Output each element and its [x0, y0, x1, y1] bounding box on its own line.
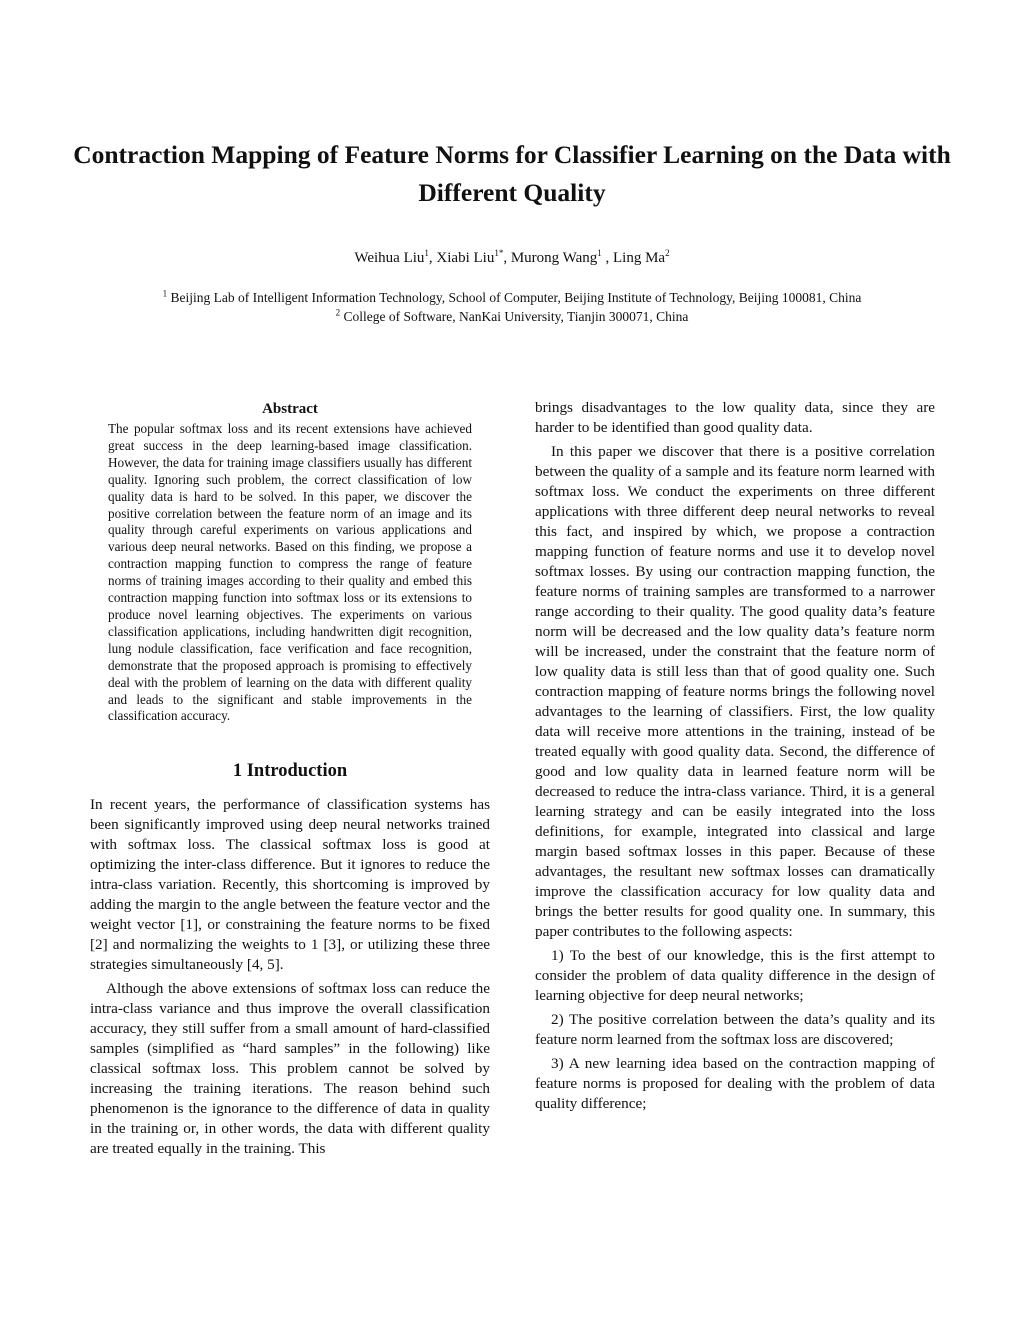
affiliation-list: [0, 288, 1024, 326]
author-affiliation-mark: 1*: [494, 248, 504, 258]
affiliation-line: [0, 288, 1024, 307]
intro-paragraph: Although the above extensions of softmax loss can reduce the intra-class variance and thus improve the overall classification accuracy, they still suffer from a small amount of hard-classified samples (simplified as “hard samples” in the following) like classical softmax loss. This problem cannot be solved by increasing the training iterations. The reason behind such phenomenon is the ignorance to the difference of data in quality in the training or, in other words, the data with different quality are treated equally in the training. This: [90, 980, 490, 1158]
intro-paragraph-continued: brings disadvantages to the low quality data, since they are harder to be identified than good quality data.: [535, 399, 935, 436]
contribution-item: 1) To the best of our knowledge, this is the first attempt to consider the problem of data quality difference in the design of learning objective for deep neural networks;: [535, 947, 935, 1004]
affiliation-text: Beijing Lab of Intelligent Information Technology, School of Computer, Beijing Institute of Technology, Beijing 100081, China: [170, 290, 862, 305]
affiliation-mark: 1: [162, 288, 168, 299]
paper-title: Contraction Mapping of Feature Norms for Classifier Learning on the Data with Different Quality: [73, 140, 951, 207]
contribution-item: 3) A new learning idea based on the contraction mapping of feature norms is proposed for dealing with the problem of data quality difference;: [535, 1055, 935, 1112]
right-column: [535, 398, 935, 1114]
author-affiliation-mark: 1: [597, 248, 602, 258]
contribution-item: 2) The positive correlation between the data’s quality and its feature norm learned from the softmax loss are discovered;: [535, 1011, 935, 1048]
introduction-heading: 1 Introduction: [232, 761, 348, 782]
abstract-heading: Abstract: [262, 401, 318, 417]
author-affiliation-mark: 1: [424, 248, 429, 258]
intro-paragraph: In recent years, the performance of classification systems has been significantly improved using deep neural networks trained with softmax loss. The classical softmax loss is good at optimizing the inter-class difference. But it ignores to reduce the intra-class variation. Recently, this shortcoming is improved by adding the margin to the angle between the feature vector and the weight vector [1], or constraining the feature norms to be fixed [2] and normalizing the weights to 1 [3], or utilizing these three strategies simultaneously [4, 5].: [90, 796, 490, 974]
abstract-text: The popular softmax loss and its recent extensions have achieved great success in the deep learning-based image classification. However, the data for training image classifiers usually has different quality. Ignoring such problem, the correct classification of low quality data is hard to be solved. In this paper, we discover the positive correlation between the feature norm of an image and its quality through careful experiments on various applications and various deep neural networks. Based on this finding, we propose a contraction mapping function to compress the range of feature norms of training images according to their quality and embed this contraction mapping function into softmax loss or its extensions to produce novel learning objectives. The experiments on various classification applications, including handwritten digit recognition, lung nodule classification, face verification and face recognition, demonstrate that the proposed approach is promising to effectively deal with the problem of learning on the data with different quality and leads to the significant and stable improvements in the classification accuracy.: [108, 421, 472, 724]
author-name: Weihua Liu: [354, 250, 425, 266]
author-name: Xiabi Liu: [436, 250, 495, 266]
left-column: [90, 398, 490, 1159]
author-name: Ling Ma: [613, 250, 666, 266]
author-list: Weihua Liu$^1$, Xiabi Liu$^{1*}$, Murong Wang$^1$ , Ling Ma$^2$: [354, 248, 670, 266]
author-affiliation-mark: 2: [665, 248, 670, 258]
author-name: Murong Wang: [510, 250, 598, 266]
affiliation-mark: 2: [335, 307, 341, 318]
affiliation-line: [0, 307, 1024, 326]
affiliation-text: College of Software, NanKai University, Tianjin 300071, China: [343, 309, 689, 324]
intro-paragraph: In this paper we discover that there is a positive correlation between the quality of a sample and its feature norm learned with softmax loss. We conduct the experiments on three different applications with three different deep neural networks to reveal this fact, and inspired by which, we propose a contraction mapping function of feature norms and use it to develop novel softmax losses. By using our contraction mapping function, the feature norms of training samples are transformed to a narrower range according to their quality. The good quality data’s feature norm will be decreased and the low quality data’s feature norm will be increased, under the constraint that the feature norm of low quality data is still less than that of good quality one. Such contraction mapping of feature norms brings the following novel advantages to the learning of classifiers. First, the low quality data will receive more attentions in the training, instead of be treated equally with good quality data. Second, the difference of good and low quality data in learned feature norm will be decreased to reduce the intra-class variance. Third, it is a general learning strategy and can be easily integrated into the loss definitions, for example, integrated into classical and large margin based softmax losses in this paper. Because of these advantages, the resultant new softmax losses can dramatically improve the classification accuracy for low quality data and brings the better results for good quality one. In summary, this paper contributes to the following aspects:: [535, 443, 935, 940]
